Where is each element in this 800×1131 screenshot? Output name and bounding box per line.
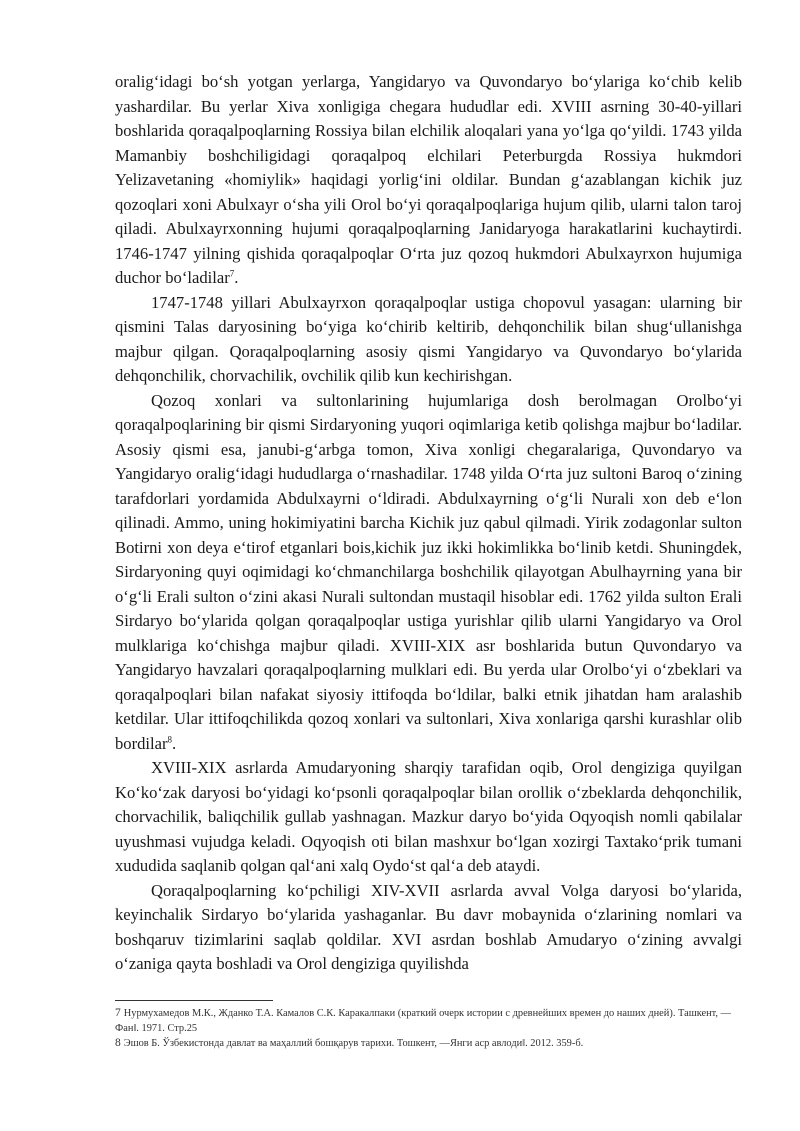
paragraph-3 [115, 389, 742, 757]
footnote-separator [115, 1000, 273, 1001]
paragraph-1-text: oralig‘idagi bo‘sh yotgan yerlarga, Yangidaryo va Quvondaryo bo‘ylariga ko‘chib kelib yashardilar. Bu yerlar Xiva xonligiga chegara hududlar edi. XVIII asrning 30-40-yillari boshlarida qoraqalpoqlarning Rossiya bilan elchilik aloqalari yana yo‘lga qo‘yildi. 1743 yilda Mamanbiy boshchiligidagi qoraqalpoq elchilari Peterburgda Rossiya hukmdori Yelizavetaning «homiylik» haqidagi yorlig‘ini oldilar. Bundan g‘azablangan kichik juz qozoqlari xoni Abulxayr o‘sha yili Orol bo‘yi qoraqalpoqlariga hujum qilib, ularni talon taroj qiladi. Abulxayrxonning hujumi qoraqalpoqlarning Janidaryoga harakatlarini kuchaytirdi. 1746-1747 yilning qishida qoraqalpoqlar O‘rta juz qozoq hukmdori Abulxayrxon hujumiga duchor bo‘ladilar [115, 72, 742, 287]
footnotes [115, 1006, 742, 1051]
footnote-ref-7[interactable]: 7 [229, 268, 235, 279]
footnote-8-text: Эшов Б. Ўзбекистонда давлат ва маҳаллий бошқарув тарихи. Тошкент, —Янги аср авлоди‖. 2012. 359-б. [123, 1038, 584, 1049]
paragraph-3-end: . [172, 733, 177, 753]
paragraph-2-text: 1747-1748 yillari Abulxayrxon qoraqalpoqlar ustiga chopovul yasagan: ularning bir qismini Talas daryosining bo‘yiga ko‘chirib keltirib, dehqonchilik bilan shug‘ullanishga majbur qilgan. Qoraqalpoqlarning asosiy qismi Yangidaryo va Quvondaryo bo‘ylarida dehqonchilik, chorvachilik, ovchilik qilib kun kechirishgan. [115, 292, 742, 385]
footnote-7-text: Нурмухамедов М.К., Жданко Т.А. Камалов С.К. Каракалпаки (краткий очерк истории с древнейших времен до наших дней). Ташкент, —Фан‖. 1971. Стр.25 [115, 1008, 732, 1034]
paragraph-5-text: Qoraqalpoqlarning ko‘pchiligi XIV-XVII asrlarda avval Volga daryosi bo‘ylarida, keyinchalik Sirdaryo bo‘ylarida yashaganlar. Bu davr mobaynida o‘zlarining nomlari va boshqaruv tizimlarini saqlab qoldilar. XVI asrdan boshlab Amudaryo o‘zining avvalgi o‘zaniga qayta boshladi va Orol dengiziga quyilishda [115, 880, 742, 973]
paragraph-2 [115, 291, 742, 389]
footnote-7-number: 7 [115, 1007, 121, 1019]
footnote-7 [115, 1006, 742, 1036]
footnote-8-number: 8 [115, 1037, 121, 1049]
paragraph-4 [115, 756, 742, 879]
footnote-8 [115, 1036, 742, 1051]
body-text [115, 70, 742, 977]
paragraph-1 [115, 70, 742, 291]
paragraph-1-end: . [234, 268, 239, 287]
paragraph-4-text: XVIII-XIX asrlarda Amudaryoning sharqiy tarafidan oqib, Orol dengiziga quyilgan Ko‘ko‘zak daryosi bo‘yidagi ko‘psonli qoraqalpoqlar bilan orollik o‘zbeklarda dehqonchilik, chorvachilik, baliqchilik gullab yashnagan. Mazkur daryo bo‘yida Oqyoqish nomli qabilalar uyushmasi vujudga keladi. Oqyoqish oti bilan mashxur bo‘lgan xozirgi Taxtako‘prik tumani xududida saqlanib qolgan qal‘ani xalq Oydo‘st qal‘a deb ataydi. [115, 758, 742, 875]
footnote-ref-8[interactable]: 8 [167, 733, 173, 744]
paragraph-3-text: Qozoq xonlari va sultonlarining hujumlariga dosh berolmagan Orolbo‘yi qoraqalpoqlarining bir qismi Sirdaryoning yuqori oqimlariga ketib qolishga majbur bo‘ladilar. Asosiy qismi esa, janubi-g‘arbga tomon, Xiva xonligi chegaralariga, Quvondaryo va Yangidaryo oralig‘idagi hududlarga o‘rnashadilar. 1748 yilda O‘rta juz sultoni Baroq o‘zining tarafdorlari yordamida Abdulxayrni o‘ldiradi. Abdulxayrning o‘g‘li Nurali xon deb e‘lon qilinadi. Ammo, uning hokimiyatini barcha Kichik juz qabul qilmadi. Yirik zodagonlar sulton Botirni xon deya e‘tirof etganlari bois,kichik juz ikki hokimlikka bo‘linib ketdi. Shuningdek, Sirdaryoning quyi oqimidagi ko‘chmanchilarga boshchilik qilayotgan Abulhayrning yana bir o‘g‘li Erali sulton o‘zini akasi Nurali sultondan mustaqil hisoblar edi. 1762 yilda sulton Erali Sirdaryo bo‘ylarida qolgan qoraqalpoqlar ustiga yurishlar qilib ularni Yangidaryo va Orol mulklariga ko‘chishga majbur qiladi. XVIII-XIX asr boshlarida butun Quvondaryo va Yangidaryo havzalari qoraqalpoqlarning mulklari edi. Bu yerda ular Orolbo‘yi o‘zbeklari va qoraqalpoqlari bilan nafakat siyosiy ittifoqda bo‘ldilar, balki etnik jihatdan ham aralashib ketdilar. Ular ittifoqchilikda qozoq xonlari va sultonlari, Xiva xonlariga qarshi kurashlar olib bordilar [115, 390, 742, 753]
paragraph-5 [115, 879, 742, 977]
